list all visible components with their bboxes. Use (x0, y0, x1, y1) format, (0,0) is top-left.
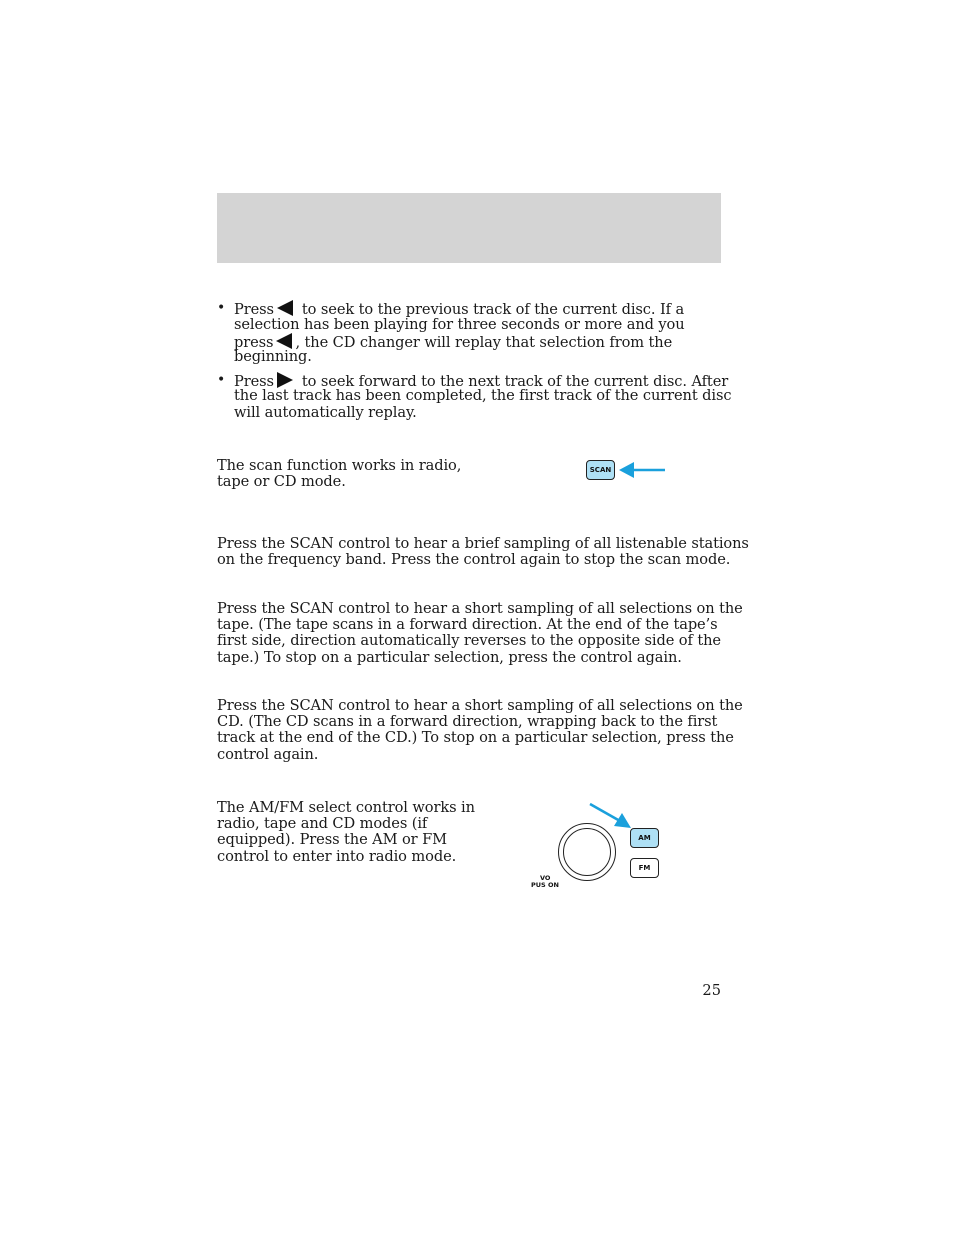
bullet-1-line-2: selection has been playing for three seconds or more and you (234, 316, 685, 333)
tape-paragraph-line-4: tape.) To stop on a particular selection, press the control again. (217, 649, 682, 666)
radio-paragraph-line-2: on the frequency band. Press the control again to stop the scan mode. (217, 551, 731, 568)
am-button: AM (630, 828, 659, 848)
am-arrow-icon (590, 804, 631, 828)
amfm-paragraph-line-2: radio, tape and CD modes (if (217, 815, 428, 832)
scan-intro-line-1: The scan function works in radio, (217, 457, 462, 474)
radio-paragraph-line-1: Press the SCAN control to hear a brief sampling of all listenable stations (217, 535, 749, 552)
page-number: 25 (702, 982, 721, 999)
scan-button: SCAN (586, 460, 615, 480)
bullet-1-text: to seek to the previous track of the current disc. If a (301, 301, 685, 318)
amfm-paragraph-line-3: equipped). Press the AM or FM (217, 831, 447, 848)
bullet-2-text: to seek forward to the next track of the current disc. After (301, 373, 729, 390)
cd-paragraph-line-4: control again. (217, 746, 319, 763)
bullet-2-line-2: the last track has been completed, the first track of the current disc (234, 387, 732, 404)
cd-paragraph-line-1: Press the SCAN control to hear a short sampling of all selections on the (217, 697, 743, 714)
amfm-paragraph-line-1: The AM/FM select control works in (217, 799, 475, 816)
tape-paragraph-line-1: Press the SCAN control to hear a short sampling of all selections on the (217, 600, 743, 617)
cd-paragraph-line-3: track at the end of the CD.) To stop on a particular selection, press the (217, 729, 734, 746)
knob-label-vol: VO (540, 874, 551, 882)
tape-paragraph-line-3: first side, direction automatically reverses to the opposite side of the (217, 632, 721, 649)
bullet-2-line-3: will automatically replay. (234, 404, 417, 421)
tape-paragraph-line-2: tape. (The tape scans in a forward direction. At the end of the tape’s (217, 616, 718, 633)
bullet-1-prefix: Press (234, 301, 274, 318)
amfm-paragraph-line-4: control to enter into radio mode. (217, 848, 457, 865)
scan-intro-line-2: tape or CD mode. (217, 473, 346, 490)
bullet-2-prefix: Press (234, 373, 274, 390)
knob-label-push-on: PUS ON (531, 881, 559, 889)
bullet-marker: • (217, 372, 226, 388)
fm-button: FM (630, 858, 659, 878)
bullet-1-text-cont: , the CD changer will replay that selection from the (295, 334, 673, 351)
bullet-1-line-4: beginning. (234, 348, 312, 365)
scan-arrow-icon (619, 462, 665, 478)
bullet-marker: • (217, 300, 226, 316)
cd-paragraph-line-2: CD. (The CD scans in a forward direction, wrapping back to the first (217, 713, 718, 730)
bullet-1-press: press (234, 334, 274, 351)
